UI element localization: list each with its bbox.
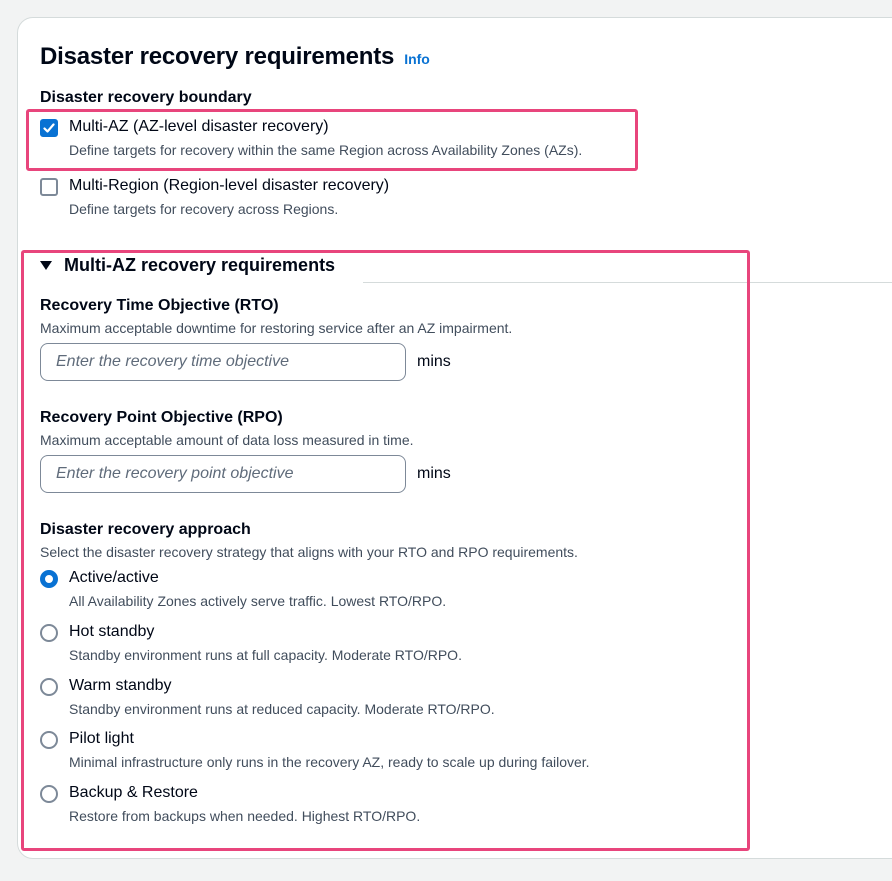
section-title: Multi-AZ recovery requirements (64, 255, 336, 275)
hot-standby-label: Hot standby (69, 623, 155, 640)
rpo-label: Recovery Point Objective (RPO) (40, 409, 283, 426)
rto-label: Recovery Time Objective (RTO) (40, 297, 279, 314)
backup-restore-desc: Restore from backups when needed. Highest RTO/RPO. (69, 808, 421, 824)
rpo-unit: mins (417, 465, 451, 482)
active-active-desc: All Availability Zones actively serve traffic. Lowest RTO/RPO. (69, 593, 447, 609)
info-link[interactable]: Info (404, 51, 430, 67)
multi-az-desc: Define targets for recovery within the same Region across Availability Zones (AZs). (69, 142, 583, 158)
multi-region-checkbox[interactable] (40, 178, 58, 196)
multi-az-label: Multi-AZ (AZ-level disaster recovery) (69, 118, 329, 135)
highlight-multi-az-section (21, 250, 750, 851)
backup-restore-label: Backup & Restore (69, 784, 198, 801)
warm-standby-label: Warm standby (69, 677, 172, 694)
multi-region-desc: Define targets for recovery across Regions. (69, 201, 339, 217)
pilot-light-label: Pilot light (69, 730, 134, 747)
multi-region-label: Multi-Region (Region-level disaster recovery) (69, 177, 390, 194)
highlight-boundary (26, 109, 638, 171)
approach-label: Disaster recovery approach (40, 521, 251, 538)
rto-desc: Maximum acceptable downtime for restoring service after an AZ impairment. (40, 320, 513, 336)
approach-desc: Select the disaster recovery strategy that aligns with your RTO and RPO requirements. (40, 544, 578, 560)
header (40, 43, 430, 71)
warm-standby-desc: Standby environment runs at reduced capacity. Moderate RTO/RPO. (69, 701, 495, 717)
rto-unit: mins (417, 353, 451, 370)
active-active-label: Active/active (69, 569, 159, 586)
rpo-desc: Maximum acceptable amount of data loss measured in time. (40, 432, 414, 448)
pilot-light-desc: Minimal infrastructure only runs in the recovery AZ, ready to scale up during failover. (69, 754, 590, 770)
hot-standby-desc: Standby environment runs at full capacity. Moderate RTO/RPO. (69, 647, 462, 663)
boundary-label: Disaster recovery boundary (40, 89, 252, 106)
page-title: Disaster recovery requirements (40, 43, 395, 70)
